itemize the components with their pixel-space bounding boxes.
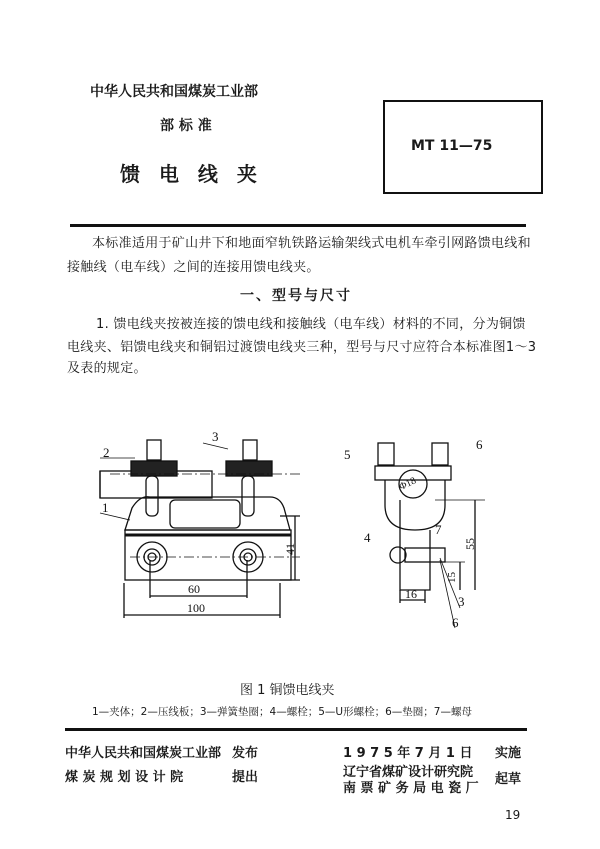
ministry-name: 中华人民共和国煤炭工业部 <box>90 84 258 100</box>
front-view <box>100 440 300 618</box>
intro-line: 接触线（电车线）之间的连接用馈电线夹。 <box>67 260 320 275</box>
part-label-2: 2 <box>103 445 110 460</box>
side-view <box>375 443 485 628</box>
part-label-4: 4 <box>364 530 371 545</box>
part-label-7: 7 <box>435 522 442 537</box>
dimension-15: 15 <box>446 572 458 583</box>
proposer-name: 煤 炭 规 划 设 计 院 <box>65 770 184 785</box>
paragraph-line: 及表的规定。 <box>67 361 147 376</box>
paragraph-line: 电线夹、铝馈电线夹和铜铝过渡馈电线夹三种，型号与尺寸应符合本标准图1～3 <box>67 340 537 355</box>
dimension-phi18: Φ18 <box>397 475 418 493</box>
dimension-60: 60 <box>188 582 200 596</box>
issuer-name: 中华人民共和国煤炭工业部 <box>65 746 222 761</box>
document-title: 馈 电 线 夹 <box>120 162 263 186</box>
part-label-1: 1 <box>102 500 109 515</box>
proposed-label: 提出 <box>232 770 259 785</box>
issued-label: 发布 <box>232 746 259 761</box>
figure-caption: 图 1 铜馈电线夹 <box>240 683 335 698</box>
dimension-100: 100 <box>187 601 205 615</box>
dimension-16: 16 <box>405 587 417 601</box>
implemented-label: 实施 <box>495 746 522 761</box>
standard-code: MT 11—75 <box>411 138 493 154</box>
figure-legend: 1—夹体；2—压线板；3—弹簧垫圈；4—螺栓；5—U形螺栓；6—垫圈；7—螺母 <box>92 706 472 718</box>
footer-divider <box>65 728 527 731</box>
implementation-date: 1 9 7 5 年 7 月 1 日 <box>343 746 473 761</box>
dimension-55: 55 <box>463 538 477 550</box>
page-number: 19 <box>505 808 521 822</box>
part-label-5: 5 <box>344 447 351 462</box>
part-label-3-side: 3 <box>458 594 465 609</box>
dimension-41: 41 <box>283 543 297 555</box>
part-label-6: 6 <box>476 437 483 452</box>
part-label-6-side: 6 <box>452 615 459 630</box>
drafted-label: 起草 <box>495 772 522 787</box>
standard-type: 部 标 准 <box>160 118 212 134</box>
paragraph-line: 1. 馈电线夹按被连接的馈电线和接触线（电车线）材料的不同，分为铜馈 <box>96 317 526 332</box>
intro-line: 本标准适用于矿山井下和地面窄轨铁路运输架线式电机车牵引网路馈电线和 <box>92 236 531 251</box>
section-heading: 一、型号与尺寸 <box>240 288 352 304</box>
drafter-1: 辽宁省煤矿设计研究院 <box>343 765 474 780</box>
drafter-2: 南 票 矿 务 局 电 瓷 厂 <box>343 781 479 796</box>
part-label-3: 3 <box>212 429 219 444</box>
